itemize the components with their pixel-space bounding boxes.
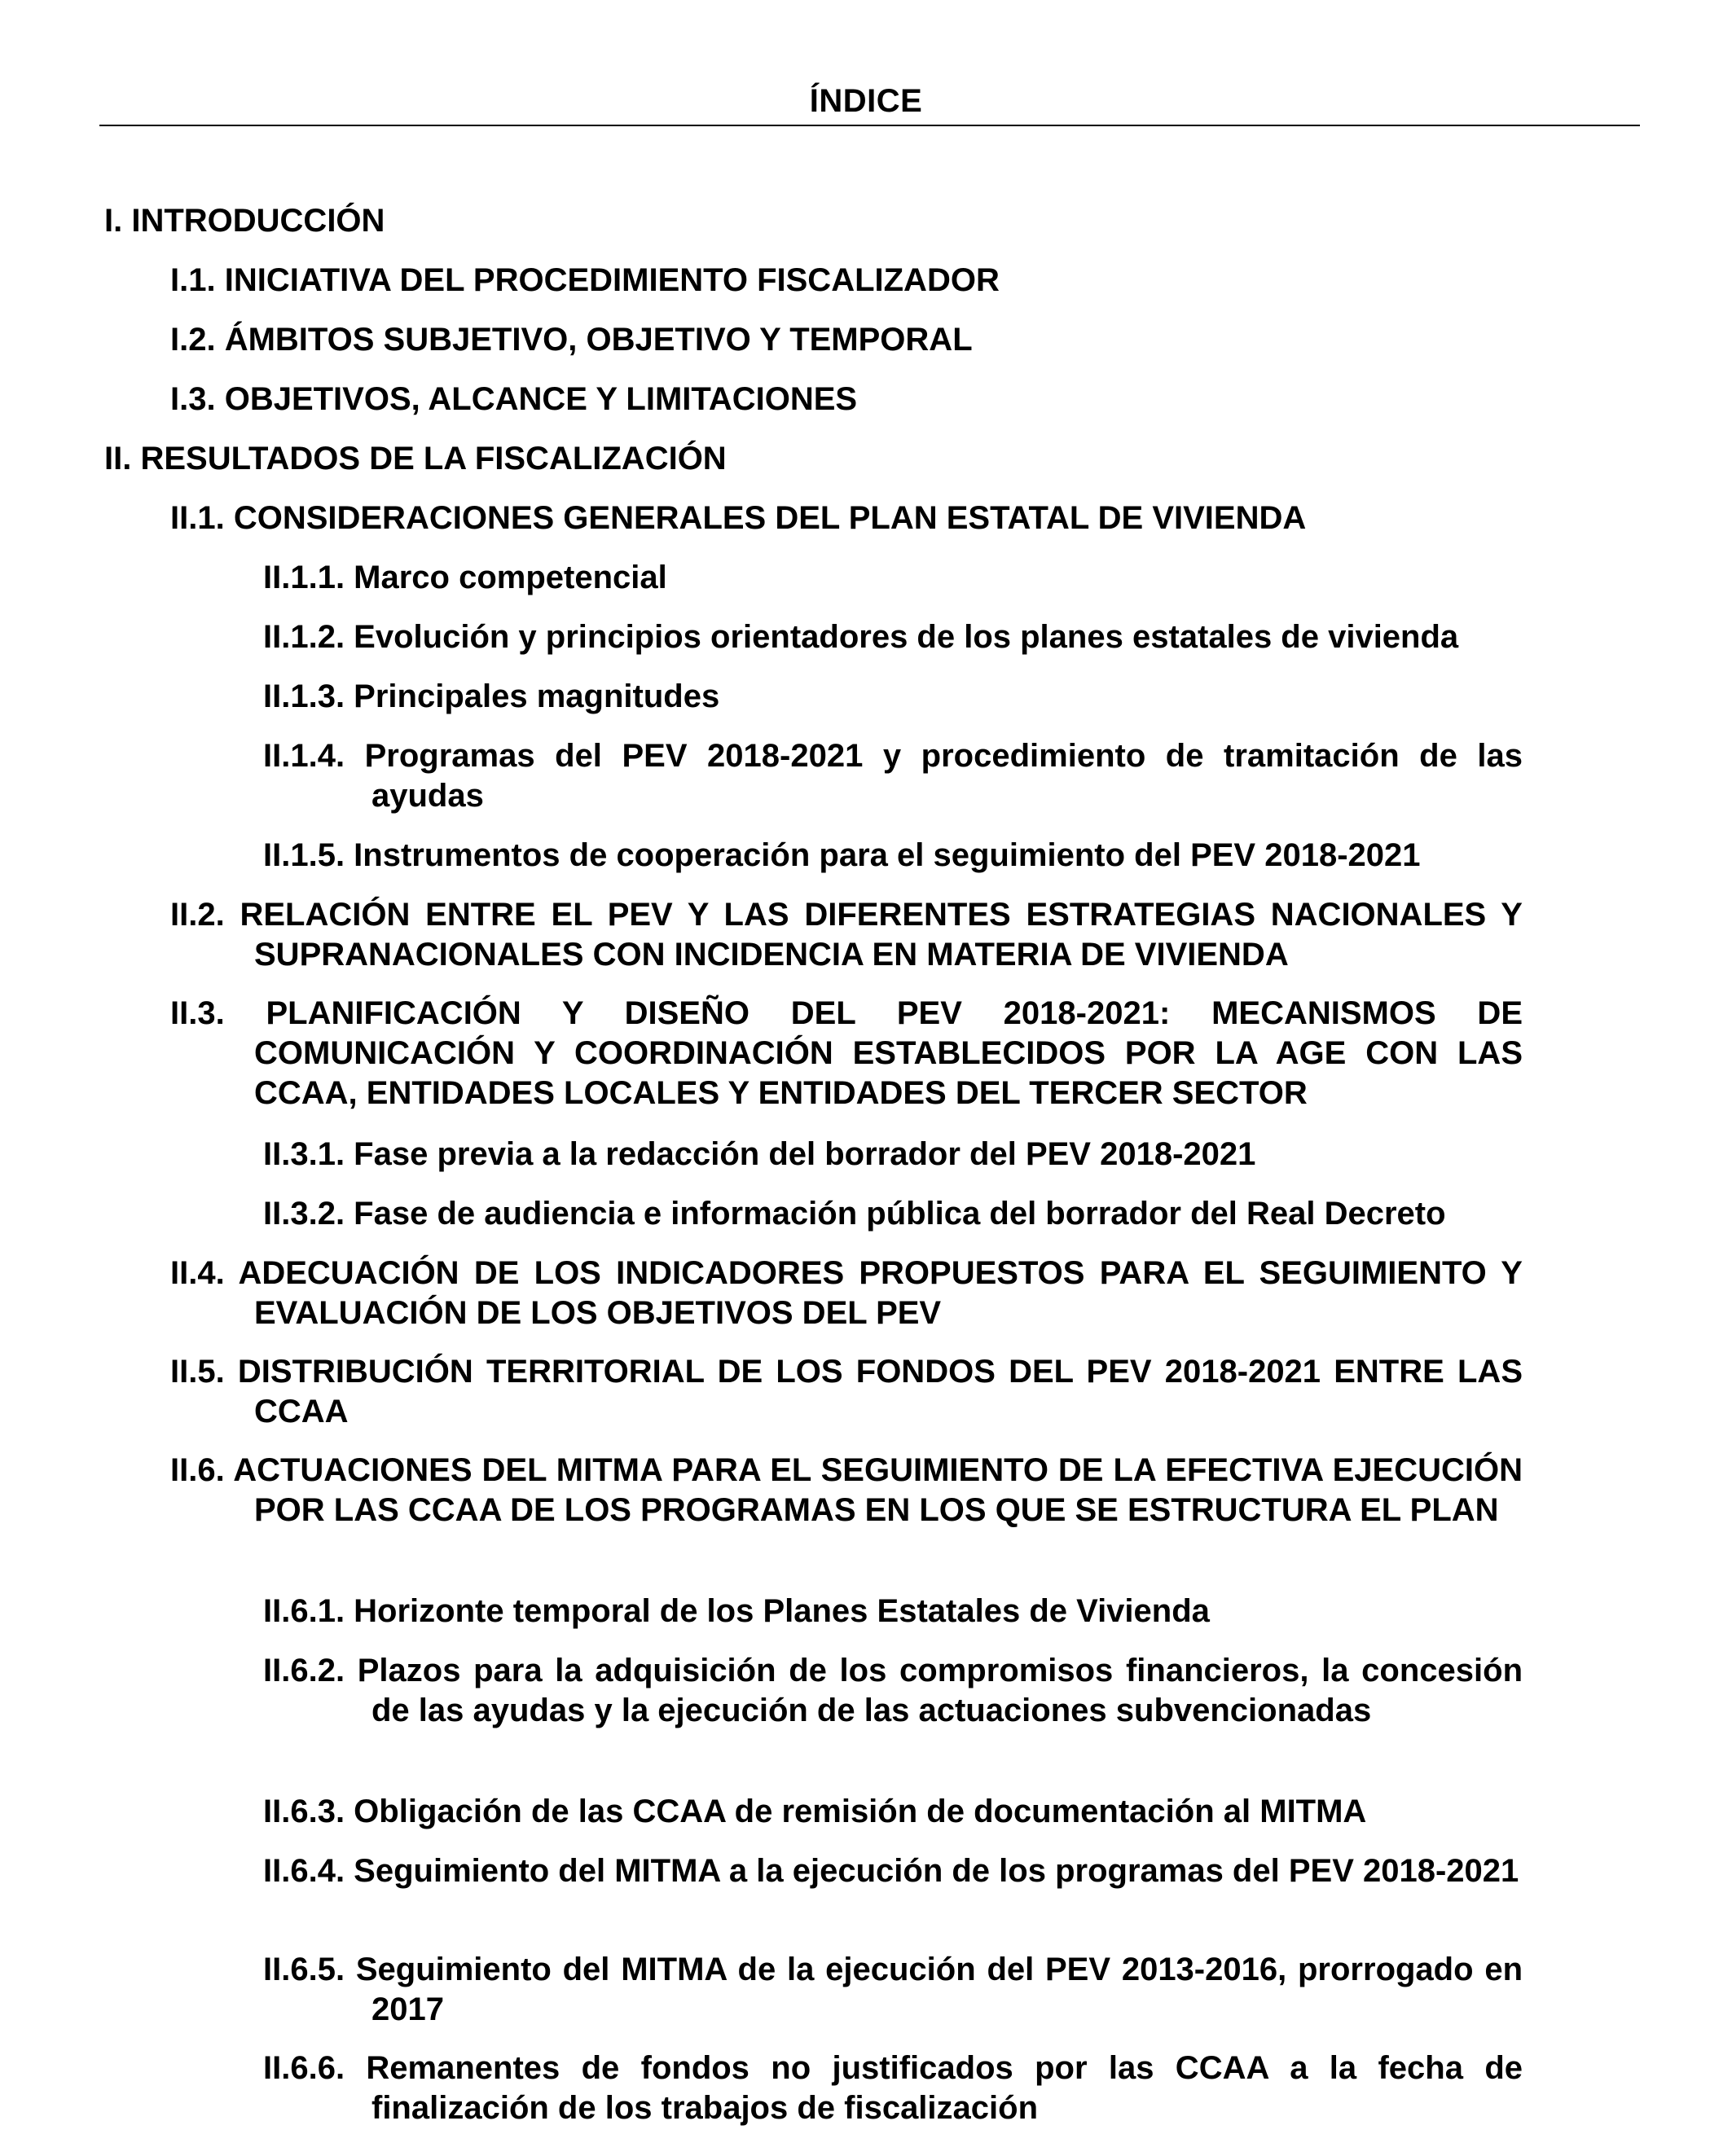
toc-entry[interactable]: II.3.2. Fase de audiencia e información pública del borrador del Real Decreto [263, 1196, 1446, 1232]
toc-entry[interactable]: II.1.3. Principales magnitudes [263, 678, 720, 714]
toc-entry[interactable]: I.2. ÁMBITOS SUBJETIVO, OBJETIVO Y TEMPORAL [170, 322, 973, 358]
toc-entry[interactable]: II.2. RELACIÓN ENTRE EL PEV Y LAS DIFERENTES ESTRATEGIAS NACIONALES Y SUPRANACIONALES CON INCIDENCIA EN MATERIA DE VIVIENDA [170, 897, 1523, 973]
toc-entry[interactable]: II.1. CONSIDERACIONES GENERALES DEL PLAN ESTATAL DE VIVIENDA [170, 500, 1307, 536]
toc-entry[interactable]: I. INTRODUCCIÓN [104, 203, 385, 239]
toc-entry[interactable]: II.1.4. Programas del PEV 2018-2021 y procedimiento de tramitación de las ayudas [263, 738, 1523, 814]
toc-entry[interactable]: II.6. ACTUACIONES DEL MITMA PARA EL SEGUIMIENTO DE LA EFECTIVA EJECUCIÓN POR LAS CCAA DE LOS PROGRAMAS EN LOS QUE SE ESTRUCTURA EL PLAN [170, 1452, 1523, 1528]
toc-entry[interactable]: I.3. OBJETIVOS, ALCANCE Y LIMITACIONES [170, 381, 858, 417]
toc-entry[interactable]: II.1.2. Evolución y principios orientadores de los planes estatales de vivienda [263, 619, 1459, 655]
toc-entry[interactable]: II.4. ADECUACIÓN DE LOS INDICADORES PROPUESTOS PARA EL SEGUIMIENTO Y EVALUACIÓN DE LOS OBJETIVOS DEL PEV [170, 1255, 1523, 1331]
toc-entry[interactable]: II.6.2. Plazos para la adquisición de los compromisos financieros, la concesión de las ayudas y la ejecución de las actuaciones subvencionadas [263, 1653, 1523, 1728]
toc-entry[interactable]: II.6.5. Seguimiento del MITMA de la ejecución del PEV 2013-2016, prorrogado en 2017 [263, 1952, 1523, 2027]
toc-entry[interactable]: II.3. PLANIFICACIÓN Y DISEÑO DEL PEV 2018-2021: MECANISMOS DE COMUNICACIÓN Y COORDINACIÓN ESTABLECIDOS POR LA AGE CON LAS CCAA, ENTIDADES LOCALES Y ENTIDADES DEL TERCER SECTOR [170, 995, 1523, 1111]
toc-entry[interactable]: I.1. INICIATIVA DEL PROCEDIMIENTO FISCALIZADOR [170, 262, 1000, 298]
toc-entry[interactable]: II.3.1. Fase previa a la redacción del borrador del PEV 2018-2021 [263, 1136, 1256, 1172]
title-divider [99, 125, 1640, 126]
toc-entry[interactable]: II.1.5. Instrumentos de cooperación para el seguimiento del PEV 2018-2021 [263, 837, 1421, 873]
toc-entry[interactable]: II.6.1. Horizonte temporal de los Planes Estatales de Vivienda [263, 1593, 1210, 1629]
toc-entry[interactable]: II. RESULTADOS DE LA FISCALIZACIÓN [104, 441, 727, 476]
toc-entry[interactable]: II.6.3. Obligación de las CCAA de remisión de documentación al MITMA [263, 1794, 1367, 1829]
toc-entry[interactable]: II.6.4. Seguimiento del MITMA a la ejecución de los programas del PEV 2018-2021 [263, 1853, 1519, 1889]
toc-entry[interactable]: II.6.6. Remanentes de fondos no justificados por las CCAA a la fecha de finalización de los trabajos de fiscalización [263, 2050, 1523, 2126]
toc-entry[interactable]: II.1.1. Marco competencial [263, 560, 667, 595]
page-title: ÍNDICE [809, 83, 923, 119]
toc-entry[interactable]: II.5. DISTRIBUCIÓN TERRITORIAL DE LOS FONDOS DEL PEV 2018-2021 ENTRE LAS CCAA [170, 1354, 1523, 1429]
